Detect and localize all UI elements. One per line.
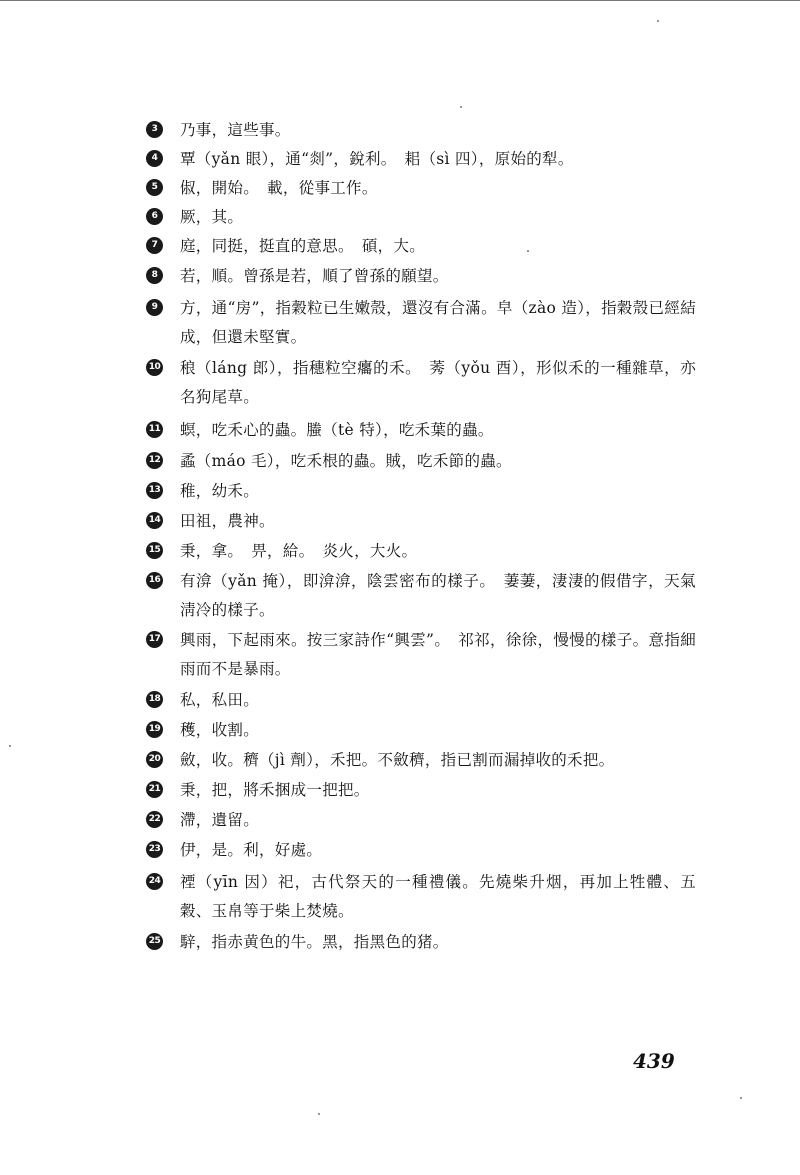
- footnote: [146, 145, 696, 174]
- footnote-text: 蟊（máo 毛），吃禾根的蟲。賊，吃禾節的蟲。: [180, 452, 512, 470]
- scan-speck: [740, 1097, 742, 1099]
- footnote-text: 斂，收。穧（jì 劑），禾把。不斂穧，指已割而漏掉收的禾把。: [180, 751, 615, 769]
- footnote-text: 私，私田。: [180, 691, 260, 709]
- footnote-text: 田祖，農神。: [180, 512, 275, 530]
- footnote-number: 3: [146, 121, 163, 138]
- footnote: [146, 868, 696, 926]
- footnote-number: 7: [146, 237, 163, 254]
- footnote-number: 8: [146, 267, 163, 284]
- footnote-text: 覃（yǎn 眼），通“剡”，銳利。 耜（sì 四），原始的犁。: [180, 150, 574, 168]
- footnote-text: 伊，是。利，好處。: [180, 841, 323, 859]
- footnote: [146, 928, 696, 957]
- scan-speck: [9, 745, 11, 747]
- footnote-text: 禋（yīn 因）祀，古代祭天的一種禮儀。先燒柴升烟，再加上牲體、五穀、玉帛等于柴上焚燒。: [180, 873, 696, 920]
- footnote: [146, 746, 696, 775]
- footnote: [146, 567, 696, 625]
- footnote-text: 乃事，這些事。: [180, 121, 291, 139]
- footnote-number: 19: [146, 721, 163, 738]
- scan-speck: [460, 106, 462, 108]
- top-rule: [0, 0, 800, 1]
- footnote: [146, 203, 696, 232]
- footnote-text: 若，順。曾孫是若，順了曾孫的願望。: [180, 267, 449, 285]
- footnote-number: 14: [146, 512, 163, 529]
- footnote-number: 16: [146, 572, 163, 589]
- footnote: [146, 477, 696, 506]
- footnote-number: 25: [146, 933, 163, 950]
- footnote-text: 厥，其。: [180, 208, 244, 226]
- footnote: [146, 262, 696, 291]
- footnote-number: 17: [146, 631, 163, 648]
- footnote: [146, 626, 696, 684]
- footnote-text: 穫，收割。: [180, 721, 260, 739]
- footnote-text: 滯，遺留。: [180, 811, 260, 829]
- footnote: [146, 806, 696, 835]
- footnote-number: 6: [146, 208, 163, 225]
- footnote-number: 23: [146, 841, 163, 858]
- footnote-number: 10: [146, 359, 163, 376]
- footnote-number: 20: [146, 751, 163, 768]
- scan-speck: [657, 20, 659, 22]
- footnote-text: 稂（láng 郎），指穗粒空癟的禾。 莠（yǒu 酉），形似禾的一種雜草，亦名狗尾草。: [180, 359, 696, 406]
- footnote: [146, 447, 696, 476]
- footnote-text: 螟，吃禾心的蟲。螣（tè 特），吃禾葉的蟲。: [180, 421, 494, 439]
- footnote: [146, 776, 696, 805]
- footnote: [146, 294, 696, 352]
- footnote: [146, 537, 696, 566]
- footnote: [146, 416, 696, 445]
- scan-speck: [527, 250, 529, 252]
- footnote-text: 騂，指赤黄色的牛。黑，指黑色的猪。: [180, 933, 449, 951]
- footnote: [146, 507, 696, 536]
- footnote-text: 秉，把，將禾捆成一把把。: [180, 781, 370, 799]
- footnote-number: 5: [146, 179, 163, 196]
- footnote: [146, 174, 696, 203]
- footnote: [146, 836, 696, 865]
- footnote-text: 俶，開始。 載，從事工作。: [180, 179, 378, 197]
- footnote-text: 興雨，下起雨來。按三家詩作“興雲”。 祁祁，徐徐，慢慢的樣子。意指細雨而不是暴雨。: [180, 631, 696, 678]
- footnote-text: 庭，同挺，挺直的意思。 碩，大。: [180, 237, 426, 255]
- footnote: [146, 686, 696, 715]
- footnote-number: 21: [146, 781, 163, 798]
- footnote: [146, 116, 696, 145]
- scan-speck: [318, 1113, 320, 1115]
- footnote-text: 有渰（yǎn 掩），即渰渰，陰雲密布的樣子。 萋萋，淒淒的假借字，天氣淸冷的樣子。: [180, 572, 696, 619]
- footnote-number: 9: [146, 299, 163, 316]
- footnote-text: 稚，幼禾。: [180, 482, 260, 500]
- footnote-text: 方，通“房”，指穀粒已生嫩殼，還沒有合滿。皁（zào 造），指穀殼已經結成，但還未堅實。: [180, 299, 696, 346]
- footnote-number: 12: [146, 452, 163, 469]
- footnote-number: 18: [146, 691, 163, 708]
- footnote-number: 22: [146, 811, 163, 828]
- page-number: 439: [633, 1049, 675, 1073]
- footnote-number: 13: [146, 482, 163, 499]
- footnote-number: 11: [146, 421, 163, 438]
- footnote: [146, 354, 696, 412]
- footnote-text: 秉，拿。 畀，給。 炎火，大火。: [180, 542, 418, 560]
- footnote: [146, 232, 696, 261]
- footnote: [146, 716, 696, 745]
- footnote-number: 4: [146, 150, 163, 167]
- footnote-number: 24: [146, 873, 163, 890]
- footnote-number: 15: [146, 542, 163, 559]
